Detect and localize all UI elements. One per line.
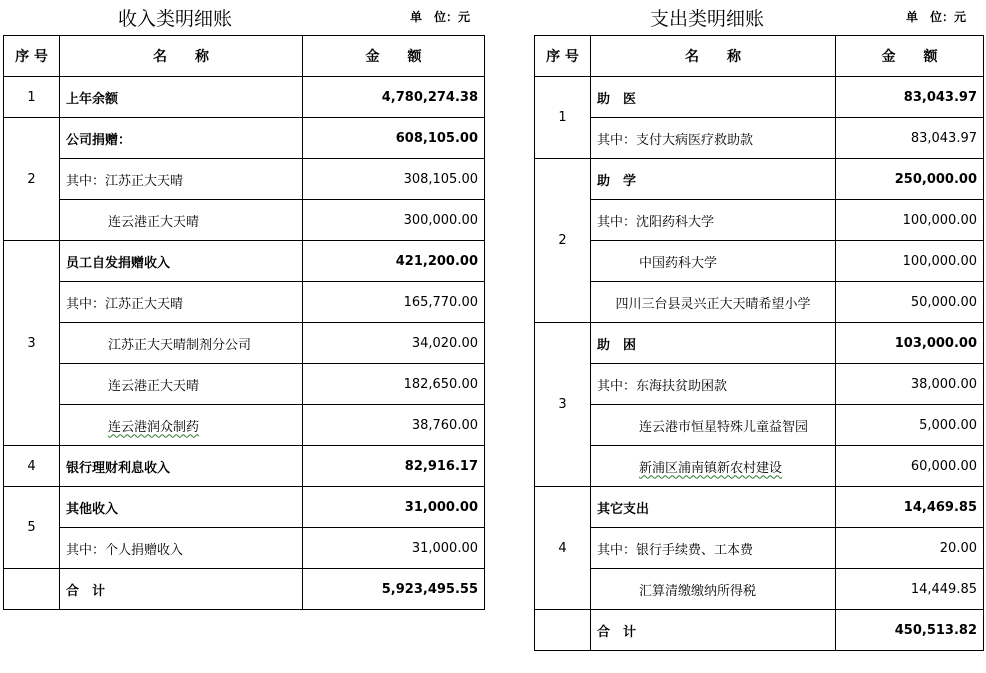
table-row	[535, 159, 984, 200]
item-name	[591, 77, 836, 118]
item-name: 汇算清缴缴纳所得税	[591, 569, 836, 610]
seq-cell: 4	[535, 487, 591, 610]
table-row	[4, 241, 485, 282]
seq-cell: 2	[4, 118, 60, 241]
expense-header-seq: 序 号	[535, 36, 591, 77]
table-row	[535, 405, 984, 446]
expense-header-name: 名 称	[591, 36, 836, 77]
item-name: 其他收入	[60, 487, 303, 528]
item-amount: 103,000.00	[836, 323, 984, 364]
table-row	[4, 118, 485, 159]
item-amount: 421,200.00	[303, 241, 485, 282]
seq-cell: 3	[535, 323, 591, 487]
item-name-text: 助 医	[597, 91, 637, 107]
item-name: 其中：江苏正大天晴	[60, 159, 303, 200]
item-name: 连云港正大天晴	[60, 364, 303, 405]
item-amount: 14,449.85	[836, 569, 984, 610]
income-table	[3, 35, 485, 610]
item-name: 其中：个人捐赠收入	[60, 528, 303, 569]
income-header-row	[4, 36, 485, 77]
item-name: 其它支出	[591, 487, 836, 528]
item-amount: 50,000.00	[836, 282, 984, 323]
item-amount: 100,000.00	[836, 200, 984, 241]
item-name: 员工自发捐赠收入	[60, 241, 303, 282]
total-amount: 450,513.82	[836, 610, 984, 651]
table-row	[535, 446, 984, 487]
table-row	[4, 159, 485, 200]
income-unit: 单 位：元	[410, 10, 471, 24]
item-name	[60, 405, 303, 446]
item-amount: 4,780,274.38	[303, 77, 485, 118]
expense-header-row	[535, 36, 984, 77]
item-amount: 182,650.00	[303, 364, 485, 405]
item-name: 助 困	[591, 323, 836, 364]
table-row	[4, 446, 485, 487]
item-name: 连云港市恒星特殊儿童益智园	[591, 405, 836, 446]
income-header-seq: 序 号	[4, 36, 60, 77]
total-row	[535, 610, 984, 651]
item-name: 其中：沈阳药科大学	[591, 200, 836, 241]
table-row	[535, 200, 984, 241]
item-name-text: 连云港润众制药	[108, 419, 200, 435]
item-amount: 82,916.17	[303, 446, 485, 487]
table-row	[535, 118, 984, 159]
item-amount: 100,000.00	[836, 241, 984, 282]
income-title: 收入类明细账	[118, 8, 233, 30]
total-label: 合 计	[591, 610, 836, 651]
expense-unit: 单 位：元	[906, 10, 967, 24]
table-row	[4, 282, 485, 323]
table-row	[4, 200, 485, 241]
item-name-text: 新浦区浦南镇新农村建设	[639, 460, 783, 476]
item-amount: 308,105.00	[303, 159, 485, 200]
item-name: 公司捐赠：	[60, 118, 303, 159]
table-row	[535, 241, 984, 282]
table-row	[535, 364, 984, 405]
table-row	[535, 77, 984, 118]
item-name: 中国药科大学	[591, 241, 836, 282]
item-amount: 165,770.00	[303, 282, 485, 323]
item-amount: 608,105.00	[303, 118, 485, 159]
item-amount: 38,000.00	[836, 364, 984, 405]
income-header-amount: 金 额	[303, 36, 485, 77]
item-name: 连云港正大天晴	[60, 200, 303, 241]
item-name: 其中：江苏正大天晴	[60, 282, 303, 323]
table-row	[4, 405, 485, 446]
table-row	[4, 364, 485, 405]
item-amount: 14,469.85	[836, 487, 984, 528]
item-name: 助 学	[591, 159, 836, 200]
item-amount: 300,000.00	[303, 200, 485, 241]
table-row	[535, 282, 984, 323]
item-name: 银行理财利息收入	[60, 446, 303, 487]
seq-cell: 3	[4, 241, 60, 446]
seq-cell: 5	[4, 487, 60, 569]
item-name	[591, 446, 836, 487]
item-name: 其中：银行手续费、工本费	[591, 528, 836, 569]
item-amount: 20.00	[836, 528, 984, 569]
item-amount: 60,000.00	[836, 446, 984, 487]
item-amount: 31,000.00	[303, 528, 485, 569]
expense-table	[534, 35, 984, 651]
item-name: 四川三台县灵兴正大天晴希望小学	[591, 282, 836, 323]
seq-cell: 4	[4, 446, 60, 487]
expense-header-amount: 金 额	[836, 36, 984, 77]
table-row	[535, 487, 984, 528]
item-amount: 5,000.00	[836, 405, 984, 446]
item-amount: 34,020.00	[303, 323, 485, 364]
seq-cell	[4, 569, 60, 610]
item-amount: 38,760.00	[303, 405, 485, 446]
income-header-name: 名 称	[60, 36, 303, 77]
expense-title: 支出类明细账	[650, 8, 765, 30]
total-amount: 5,923,495.55	[303, 569, 485, 610]
total-row	[4, 569, 485, 610]
item-amount: 83,043.97	[836, 118, 984, 159]
seq-cell	[535, 610, 591, 651]
table-row	[535, 323, 984, 364]
item-name: 其中：支付大病医疗救助款	[591, 118, 836, 159]
item-name: 上年余额	[60, 77, 303, 118]
seq-cell: 1	[4, 77, 60, 118]
table-row	[535, 569, 984, 610]
table-row	[4, 323, 485, 364]
item-amount: 250,000.00	[836, 159, 984, 200]
table-row	[4, 528, 485, 569]
item-name: 其中：东海扶贫助困款	[591, 364, 836, 405]
item-amount: 83,043.97	[836, 77, 984, 118]
table-row	[535, 528, 984, 569]
item-amount: 31,000.00	[303, 487, 485, 528]
total-label: 合 计	[60, 569, 303, 610]
seq-cell: 2	[535, 159, 591, 323]
seq-cell: 1	[535, 77, 591, 159]
table-row	[4, 77, 485, 118]
table-row	[4, 487, 485, 528]
item-name: 江苏正大天晴制剂分公司	[60, 323, 303, 364]
